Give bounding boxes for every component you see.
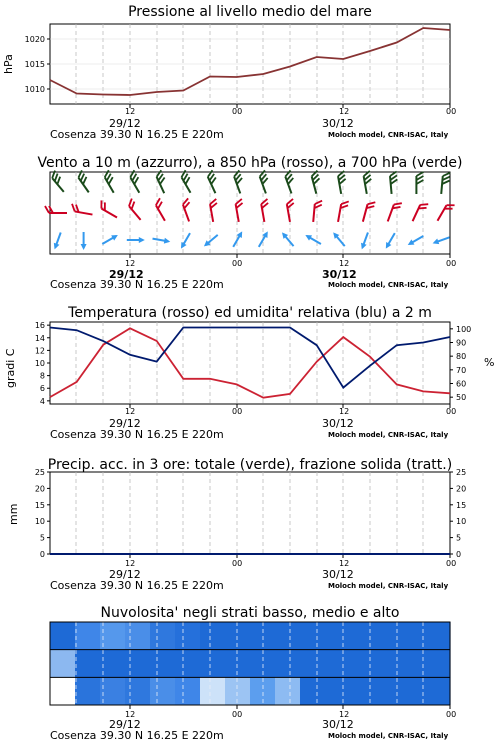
wind-tick-00a: 00 xyxy=(232,259,243,268)
wind-barb-1-11 xyxy=(338,200,349,223)
precip-right-y2label-4: 20 xyxy=(456,484,467,494)
wind-barb-0-14 xyxy=(416,172,423,194)
wind-arrow-head-4 xyxy=(164,238,171,245)
precip-right-y2label-2: 10 xyxy=(456,517,467,527)
precip-ylabel-4: 20 xyxy=(34,484,45,494)
wind-barb-feather-0-15-0 xyxy=(443,172,450,177)
precip-ylabel-3: 15 xyxy=(34,500,45,510)
cloud-tick-00b: 00 xyxy=(446,710,457,719)
wind-barb-2-6 xyxy=(202,233,220,249)
wind-barb-1-0 xyxy=(45,206,67,213)
wind-barb-2-12 xyxy=(359,231,371,250)
wind-barb-2-5 xyxy=(178,232,192,251)
cloud-cell-basso-4 xyxy=(150,677,176,705)
wind-barb-feather-1-10-0 xyxy=(315,200,322,205)
cloud-cell-basso-11 xyxy=(325,677,351,705)
precip-tick-12a: 12 xyxy=(125,559,136,568)
cloud-cell-basso-2 xyxy=(100,677,126,705)
wind-barb-shaft-1-2 xyxy=(101,209,117,218)
precip-ylabel-1: 5 xyxy=(39,533,45,543)
temp-tick-00b: 00 xyxy=(446,407,457,416)
wind-barb-1-14 xyxy=(413,201,429,224)
wind-barb-shaft-1-15 xyxy=(438,205,447,221)
wind-barb-1-10 xyxy=(313,200,322,223)
cloud-cell-medio-5 xyxy=(175,650,201,678)
precip-date-1: 29/12 xyxy=(109,568,141,581)
pressure-tick-00a: 00 xyxy=(232,107,243,116)
wind-barb-2-1 xyxy=(81,232,87,250)
wind-barb-shaft-1-1 xyxy=(75,211,93,214)
temp-tick-12b: 12 xyxy=(339,407,350,416)
cloud-cell-alto-14 xyxy=(400,622,426,650)
cloud-cell-basso-6 xyxy=(200,677,226,705)
cloud-cell-alto-3 xyxy=(125,622,151,650)
wind-barb-1-15 xyxy=(438,202,455,225)
wind-barb-feather-0-14-0 xyxy=(416,172,423,176)
precip-frame xyxy=(50,472,450,554)
pressure-tick-00b: 00 xyxy=(446,107,457,116)
wind-barb-0-2 xyxy=(103,170,120,193)
pressure-date-2: 30/12 xyxy=(322,117,354,130)
cloud-cell-basso-0 xyxy=(50,677,76,705)
cloud-cell-medio-9 xyxy=(275,650,301,678)
wind-barb-1-3 xyxy=(126,199,146,220)
pressure-model-credit: Moloch model, CNR-ISAC, Italy xyxy=(328,131,449,139)
temp-tick-12a: 12 xyxy=(125,407,136,416)
wind-barb-2-15 xyxy=(432,234,451,246)
pressure-ylabel-2: 1020 xyxy=(24,35,45,44)
wind-barb-2-3 xyxy=(127,237,145,243)
cloud-cell-alto-9 xyxy=(275,622,301,650)
precip-right-y2label-5: 25 xyxy=(456,468,467,477)
wind-arrow-head-8 xyxy=(262,230,270,238)
cloud-cell-alto-7 xyxy=(225,622,251,650)
precip-tick-12b: 12 xyxy=(339,559,350,568)
cloud-date-2: 30/12 xyxy=(322,718,354,731)
precip-right-y2label-1: 5 xyxy=(456,533,462,543)
wind-barb-1-13 xyxy=(388,201,402,224)
wind-arrow-head-2 xyxy=(111,232,119,240)
wind-arrow-head-5 xyxy=(178,242,186,250)
wind-barb-2-2 xyxy=(101,232,120,246)
wind-arrow-head-13 xyxy=(383,242,391,250)
wind-tick-12b: 12 xyxy=(339,259,350,268)
cloud-cell-alto-6 xyxy=(200,622,226,650)
cloud-cell-alto-11 xyxy=(325,622,351,650)
temp-tick-00a: 00 xyxy=(232,407,243,416)
wind-date-1: 29/12 xyxy=(109,268,144,281)
wind-barb-2-13 xyxy=(383,232,397,251)
precip-chart-title: Precip. acc. in 3 ore: totale (verde), frazione solida (tratt.) xyxy=(47,457,453,473)
pressure-tick-12b: 12 xyxy=(339,107,350,116)
wind-barb-1-1 xyxy=(71,204,94,215)
cloud-tick-12a: 12 xyxy=(125,710,136,719)
cloud-cell-medio-0 xyxy=(50,650,76,678)
cloud-cell-medio-3 xyxy=(125,650,151,678)
precip-tick-00a: 00 xyxy=(232,559,243,568)
humidity-y2label-3: 80 xyxy=(456,352,467,362)
temp-ylabel-4: 12 xyxy=(34,346,45,356)
wind-barb-shaft-1-4 xyxy=(156,205,165,221)
temperature-line xyxy=(50,328,450,397)
wind-barb-1-12 xyxy=(363,200,375,223)
wind-barb-0-5 xyxy=(180,170,197,193)
pressure-ylabel-1: 1015 xyxy=(24,60,45,69)
temp-chart-title: Temperatura (rosso) ed umidita' relativa (blu) a 2 m xyxy=(68,305,432,321)
precip-right-y2label-0: 0 xyxy=(456,550,462,559)
pressure-ylabel-0: 1010 xyxy=(24,85,45,94)
cloud-cell-medio-4 xyxy=(150,650,176,678)
cloud-cell-basso-10 xyxy=(300,677,326,705)
wind-barb-0-12 xyxy=(363,171,374,194)
wind-barb-1-8 xyxy=(261,199,272,222)
wind-barb-0-7 xyxy=(233,170,247,193)
temp-ylabel-2: 8 xyxy=(39,371,45,381)
precip-ylabel-5: 25 xyxy=(34,468,45,477)
cloud-model-credit: Moloch model, CNR-ISAC, Italy xyxy=(328,732,449,740)
temp-date-2: 30/12 xyxy=(322,417,354,430)
wind-barb-shaft-1-13 xyxy=(388,205,394,222)
cloud-cell-alto-5 xyxy=(175,622,201,650)
temp-location: Cosenza 39.30 N 16.25 E 220m xyxy=(50,428,224,441)
wind-barb-feather-1-14-0 xyxy=(420,201,428,208)
wind-barb-shaft-1-10 xyxy=(313,204,315,222)
wind-chart-title: Vento a 10 m (azzurro), a 850 hPa (rosso), a 700 hPa (verde) xyxy=(37,155,463,171)
cloud-cell-basso-15 xyxy=(425,677,451,705)
wind-model-credit: Moloch model, CNR-ISAC, Italy xyxy=(328,281,449,289)
precip-tick-00b: 00 xyxy=(446,559,457,568)
wind-arrow-head-1 xyxy=(81,244,87,250)
temp-y-label: gradi C xyxy=(4,348,17,388)
wind-barb-1-4 xyxy=(154,198,171,221)
wind-barb-shaft-0-15 xyxy=(441,176,443,194)
cloud-cell-medio-14 xyxy=(400,650,426,678)
cloud-cell-basso-3 xyxy=(125,677,151,705)
wind-barb-shaft-1-11 xyxy=(338,204,341,222)
cloud-cell-medio-6 xyxy=(200,650,226,678)
precip-location: Cosenza 39.30 N 16.25 E 220m xyxy=(50,579,224,592)
pressure-line xyxy=(50,28,450,95)
wind-date-2: 30/12 xyxy=(322,268,357,281)
wind-barb-2-7 xyxy=(231,230,245,249)
wind-arrow-head-15 xyxy=(432,239,440,247)
cloud-cell-basso-7 xyxy=(225,677,251,705)
wind-barb-feather-0-14-2 xyxy=(416,180,423,184)
cloud-cell-basso-1 xyxy=(75,677,101,705)
cloud-cell-basso-14 xyxy=(400,677,426,705)
cloud-cell-alto-12 xyxy=(350,622,376,650)
wind-barb-1-9 xyxy=(286,199,297,222)
wind-barb-0-6 xyxy=(206,170,222,193)
wind-barb-1-5 xyxy=(182,198,196,221)
cloud-cell-alto-4 xyxy=(150,622,176,650)
temp-ylabel-0: 4 xyxy=(39,396,45,406)
wind-barb-feather-0-14-1 xyxy=(416,176,423,180)
temp-model-credit: Moloch model, CNR-ISAC, Italy xyxy=(328,431,449,439)
cloud-cell-medio-2 xyxy=(100,650,126,678)
precip-date-2: 30/12 xyxy=(322,568,354,581)
cloud-cell-alto-1 xyxy=(75,622,101,650)
temp-ylabel-6: 16 xyxy=(34,321,45,331)
wind-barb-1-6 xyxy=(209,199,220,222)
wind-arrow-head-14 xyxy=(406,239,414,247)
wind-barb-shaft-1-14 xyxy=(413,205,421,221)
pressure-y-label: hPa xyxy=(2,54,15,74)
cloud-cell-basso-5 xyxy=(175,677,201,705)
wind-barb-1-7 xyxy=(235,199,246,222)
wind-arrow-head-10 xyxy=(304,232,312,240)
wind-barb-shaft-1-3 xyxy=(129,206,141,220)
wind-arrow-head-12 xyxy=(359,243,367,251)
wind-barb-2-0 xyxy=(52,231,64,250)
cloud-location: Cosenza 39.30 N 16.25 E 220m xyxy=(50,729,224,742)
pressure-tick-12a: 12 xyxy=(125,107,136,116)
cloud-cell-medio-7 xyxy=(225,650,251,678)
wind-tick-12a: 12 xyxy=(125,259,136,268)
cloud-tick-12b: 12 xyxy=(339,710,350,719)
cloud-cell-medio-1 xyxy=(75,650,101,678)
wind-barb-2-10 xyxy=(304,232,323,246)
wind-arrow-head-3 xyxy=(139,237,145,243)
wind-barb-2-4 xyxy=(152,236,171,245)
cloud-cell-alto-2 xyxy=(100,622,126,650)
wind-barb-feather-1-13-0 xyxy=(394,201,402,207)
wind-barb-0-0 xyxy=(50,171,70,192)
temp-ylabel-1: 6 xyxy=(39,384,45,394)
wind-barb-0-1 xyxy=(76,170,94,192)
precip-right-y2label-3: 15 xyxy=(456,500,467,510)
cloud-cell-medio-10 xyxy=(300,650,326,678)
wind-barb-0-3 xyxy=(128,170,145,193)
wind-arrow-head-7 xyxy=(237,230,245,238)
wind-barb-feather-1-0-0 xyxy=(45,206,49,213)
wind-barb-feather-1-12-0 xyxy=(368,200,376,206)
wind-barb-0-8 xyxy=(258,170,272,193)
wind-barb-shaft-0-1 xyxy=(78,178,88,193)
humidity-y2label-4: 90 xyxy=(456,338,467,348)
humidity-y-label: % xyxy=(484,356,495,369)
humidity-y2label-1: 60 xyxy=(456,379,467,389)
cloud-cell-basso-9 xyxy=(275,677,301,705)
cloud-cell-medio-15 xyxy=(425,650,451,678)
wind-barb-0-15 xyxy=(441,172,450,195)
precip-ylabel-0: 0 xyxy=(39,550,45,559)
precip-model-credit: Moloch model, CNR-ISAC, Italy xyxy=(328,582,449,590)
wind-barb-shaft-1-12 xyxy=(363,204,368,221)
temp-date-1: 29/12 xyxy=(109,417,141,430)
humidity-y2label-2: 70 xyxy=(456,365,467,375)
cloud-date-1: 29/12 xyxy=(109,718,141,731)
cloud-chart-title: Nuvolosita' negli strati basso, medio e alto xyxy=(100,605,400,621)
wind-barb-feather-1-15-0 xyxy=(447,202,455,209)
wind-location: Cosenza 39.30 N 16.25 E 220m xyxy=(50,278,224,291)
cloud-cell-medio-12 xyxy=(350,650,376,678)
temp-ylabel-3: 10 xyxy=(34,359,45,368)
pressure-location: Cosenza 39.30 N 16.25 E 220m xyxy=(50,128,224,141)
cloud-cell-basso-12 xyxy=(350,677,376,705)
precip-ylabel-2: 10 xyxy=(34,517,45,527)
wind-tick-00b: 00 xyxy=(446,259,457,268)
wind-barb-0-9 xyxy=(284,170,298,193)
wind-barb-feather-1-2-0 xyxy=(98,200,105,208)
cloud-cell-medio-11 xyxy=(325,650,351,678)
temp-ylabel-5: 14 xyxy=(34,333,45,343)
humidity-y2label-5: 100 xyxy=(456,324,472,334)
cloud-tick-00a: 00 xyxy=(232,710,243,719)
wind-barb-1-2 xyxy=(98,200,121,217)
wind-barb-2-9 xyxy=(280,230,296,248)
precip-y-label: mm xyxy=(7,503,20,525)
humidity-y2label-0: 50 xyxy=(456,393,467,403)
wind-barb-2-11 xyxy=(331,230,347,248)
cloud-cell-alto-0 xyxy=(50,622,76,650)
wind-barb-2-14 xyxy=(406,233,425,247)
pressure-date-1: 29/12 xyxy=(109,117,141,130)
wind-arrow-head-0 xyxy=(52,243,60,251)
pressure-chart-title: Pressione al livello medio del mare xyxy=(128,4,372,20)
cloud-cell-alto-15 xyxy=(425,622,451,650)
cloud-cell-alto-10 xyxy=(300,622,326,650)
